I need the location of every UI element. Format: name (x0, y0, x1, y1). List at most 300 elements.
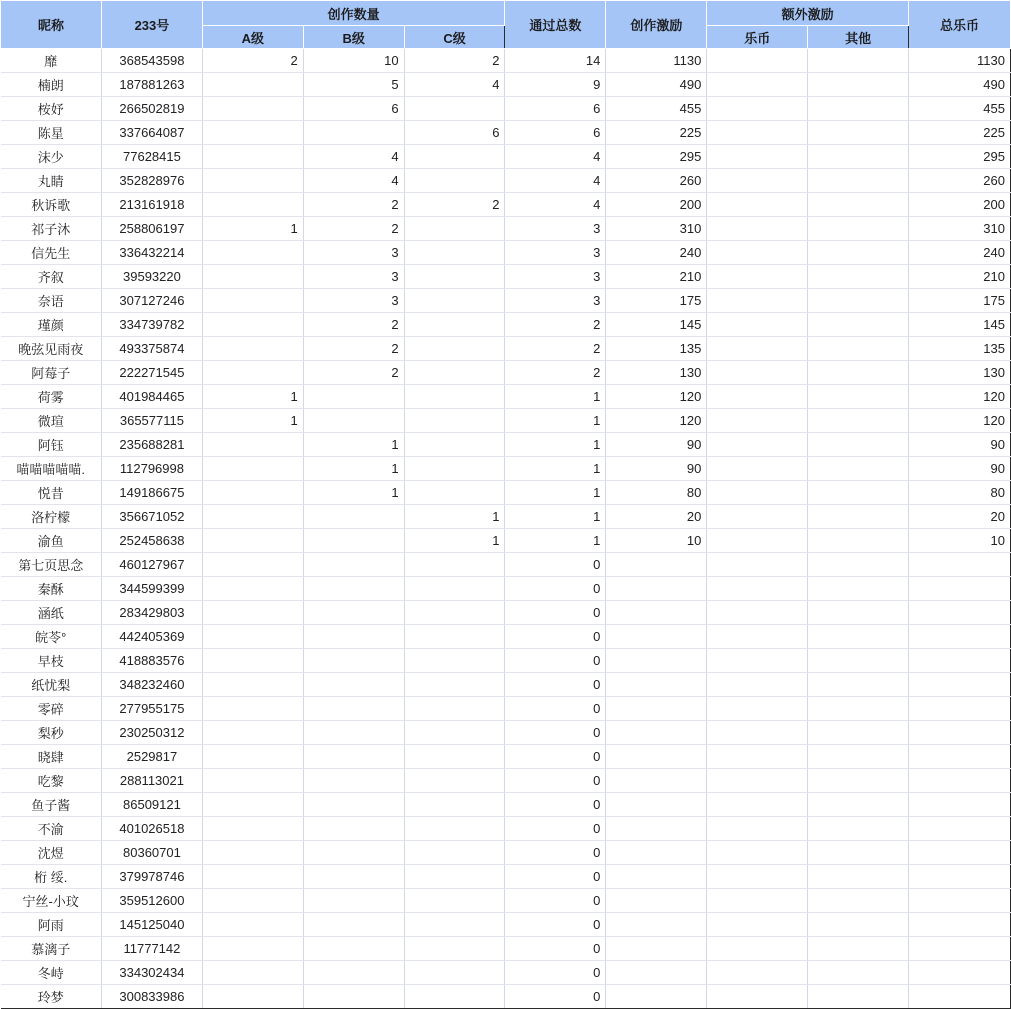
cell-nickname[interactable]: 齐叙 (1, 265, 102, 289)
cell-other[interactable] (808, 433, 909, 457)
cell-lebi[interactable] (707, 985, 808, 1009)
cell-nickname[interactable]: 秦酥 (1, 577, 102, 601)
cell-total-passed[interactable]: 1 (505, 481, 606, 505)
cell-total-passed[interactable]: 0 (505, 553, 606, 577)
cell-grade-a[interactable] (202, 361, 303, 385)
cell-nickname[interactable]: 零碎 (1, 697, 102, 721)
cell-other[interactable] (808, 193, 909, 217)
cell-grade-b[interactable] (303, 793, 404, 817)
cell-lebi[interactable] (707, 841, 808, 865)
cell-grade-a[interactable] (202, 265, 303, 289)
cell-grade-b[interactable] (303, 121, 404, 145)
cell-other[interactable] (808, 73, 909, 97)
cell-lebi[interactable] (707, 73, 808, 97)
cell-other[interactable] (808, 769, 909, 793)
cell-uid[interactable]: 334302434 (101, 961, 202, 985)
cell-creation-reward[interactable]: 120 (606, 409, 707, 433)
cell-grade-c[interactable] (404, 625, 505, 649)
cell-total-passed[interactable]: 14 (505, 49, 606, 73)
cell-grade-a[interactable] (202, 865, 303, 889)
cell-creation-reward[interactable] (606, 937, 707, 961)
cell-total-lebi[interactable] (909, 745, 1011, 769)
cell-creation-reward[interactable]: 490 (606, 73, 707, 97)
cell-total-passed[interactable]: 0 (505, 889, 606, 913)
cell-lebi[interactable] (707, 577, 808, 601)
cell-grade-c[interactable] (404, 673, 505, 697)
cell-other[interactable] (808, 793, 909, 817)
cell-total-passed[interactable]: 3 (505, 217, 606, 241)
cell-grade-b[interactable] (303, 769, 404, 793)
cell-total-lebi[interactable] (909, 961, 1011, 985)
cell-total-lebi[interactable] (909, 577, 1011, 601)
cell-uid[interactable]: 230250312 (101, 721, 202, 745)
cell-total-passed[interactable]: 1 (505, 409, 606, 433)
cell-nickname[interactable]: 沫少 (1, 145, 102, 169)
cell-total-passed[interactable]: 2 (505, 361, 606, 385)
cell-nickname[interactable]: 喵喵喵喵喵. (1, 457, 102, 481)
cell-creation-reward[interactable] (606, 553, 707, 577)
cell-other[interactable] (808, 745, 909, 769)
cell-uid[interactable]: 11777142 (101, 937, 202, 961)
cell-grade-b[interactable] (303, 937, 404, 961)
cell-other[interactable] (808, 985, 909, 1009)
cell-other[interactable] (808, 529, 909, 553)
cell-nickname[interactable]: 慕漓子 (1, 937, 102, 961)
cell-grade-b[interactable] (303, 985, 404, 1009)
cell-nickname[interactable]: 冬峙 (1, 961, 102, 985)
cell-grade-c[interactable] (404, 937, 505, 961)
cell-lebi[interactable] (707, 97, 808, 121)
cell-other[interactable] (808, 361, 909, 385)
cell-creation-reward[interactable]: 20 (606, 505, 707, 529)
cell-grade-b[interactable] (303, 697, 404, 721)
cell-total-lebi[interactable] (909, 553, 1011, 577)
cell-creation-reward[interactable]: 130 (606, 361, 707, 385)
cell-grade-c[interactable]: 6 (404, 121, 505, 145)
cell-grade-a[interactable] (202, 769, 303, 793)
cell-grade-b[interactable]: 3 (303, 289, 404, 313)
cell-creation-reward[interactable] (606, 649, 707, 673)
cell-total-passed[interactable]: 0 (505, 913, 606, 937)
cell-nickname[interactable]: 楠朗 (1, 73, 102, 97)
cell-total-passed[interactable]: 2 (505, 313, 606, 337)
cell-other[interactable] (808, 481, 909, 505)
cell-creation-reward[interactable]: 240 (606, 241, 707, 265)
cell-lebi[interactable] (707, 217, 808, 241)
cell-grade-c[interactable] (404, 697, 505, 721)
cell-uid[interactable]: 401026518 (101, 817, 202, 841)
cell-grade-b[interactable]: 2 (303, 217, 404, 241)
cell-grade-b[interactable]: 3 (303, 241, 404, 265)
cell-other[interactable] (808, 961, 909, 985)
cell-grade-c[interactable] (404, 769, 505, 793)
cell-total-lebi[interactable]: 455 (909, 97, 1011, 121)
cell-creation-reward[interactable]: 200 (606, 193, 707, 217)
cell-total-lebi[interactable]: 10 (909, 529, 1011, 553)
cell-grade-a[interactable] (202, 169, 303, 193)
cell-total-passed[interactable]: 2 (505, 337, 606, 361)
cell-total-passed[interactable]: 0 (505, 793, 606, 817)
cell-creation-reward[interactable]: 260 (606, 169, 707, 193)
cell-grade-a[interactable] (202, 73, 303, 97)
cell-grade-a[interactable] (202, 817, 303, 841)
cell-nickname[interactable]: 奈语 (1, 289, 102, 313)
cell-other[interactable] (808, 241, 909, 265)
cell-total-passed[interactable]: 1 (505, 505, 606, 529)
cell-other[interactable] (808, 625, 909, 649)
cell-lebi[interactable] (707, 673, 808, 697)
cell-uid[interactable]: 307127246 (101, 289, 202, 313)
cell-grade-a[interactable] (202, 457, 303, 481)
cell-uid[interactable]: 77628415 (101, 145, 202, 169)
cell-total-lebi[interactable] (909, 865, 1011, 889)
cell-grade-c[interactable] (404, 289, 505, 313)
cell-total-lebi[interactable]: 310 (909, 217, 1011, 241)
cell-total-lebi[interactable] (909, 985, 1011, 1009)
cell-total-passed[interactable]: 0 (505, 697, 606, 721)
cell-grade-a[interactable] (202, 121, 303, 145)
cell-total-lebi[interactable] (909, 841, 1011, 865)
cell-uid[interactable]: 39593220 (101, 265, 202, 289)
cell-grade-c[interactable] (404, 97, 505, 121)
cell-lebi[interactable] (707, 337, 808, 361)
cell-other[interactable] (808, 337, 909, 361)
cell-total-lebi[interactable] (909, 769, 1011, 793)
cell-lebi[interactable] (707, 697, 808, 721)
cell-grade-c[interactable] (404, 385, 505, 409)
cell-other[interactable] (808, 817, 909, 841)
cell-other[interactable] (808, 265, 909, 289)
cell-total-passed[interactable]: 0 (505, 673, 606, 697)
cell-total-lebi[interactable]: 1130 (909, 49, 1011, 73)
cell-uid[interactable]: 337664087 (101, 121, 202, 145)
cell-nickname[interactable]: 微瑄 (1, 409, 102, 433)
cell-grade-c[interactable] (404, 577, 505, 601)
cell-grade-a[interactable] (202, 481, 303, 505)
cell-uid[interactable]: 356671052 (101, 505, 202, 529)
cell-nickname[interactable]: 晓肆 (1, 745, 102, 769)
cell-creation-reward[interactable] (606, 769, 707, 793)
cell-grade-c[interactable] (404, 433, 505, 457)
cell-other[interactable] (808, 385, 909, 409)
cell-total-lebi[interactable] (909, 817, 1011, 841)
cell-uid[interactable]: 336432214 (101, 241, 202, 265)
cell-grade-c[interactable] (404, 553, 505, 577)
cell-grade-b[interactable] (303, 505, 404, 529)
cell-uid[interactable]: 235688281 (101, 433, 202, 457)
cell-nickname[interactable]: 荷雾 (1, 385, 102, 409)
cell-grade-c[interactable] (404, 241, 505, 265)
header-creation-reward[interactable]: 创作激励 (606, 1, 707, 49)
cell-other[interactable] (808, 697, 909, 721)
cell-grade-a[interactable] (202, 337, 303, 361)
cell-other[interactable] (808, 841, 909, 865)
cell-grade-c[interactable] (404, 889, 505, 913)
cell-grade-c[interactable] (404, 793, 505, 817)
cell-total-lebi[interactable]: 80 (909, 481, 1011, 505)
cell-total-lebi[interactable]: 210 (909, 265, 1011, 289)
cell-total-lebi[interactable] (909, 913, 1011, 937)
cell-grade-b[interactable] (303, 409, 404, 433)
cell-other[interactable] (808, 553, 909, 577)
cell-total-lebi[interactable] (909, 601, 1011, 625)
cell-grade-b[interactable] (303, 913, 404, 937)
cell-total-passed[interactable]: 3 (505, 289, 606, 313)
cell-grade-c[interactable] (404, 145, 505, 169)
header-total-passed[interactable]: 通过总数 (505, 1, 606, 49)
cell-grade-a[interactable] (202, 625, 303, 649)
cell-lebi[interactable] (707, 937, 808, 961)
cell-lebi[interactable] (707, 433, 808, 457)
cell-creation-reward[interactable]: 295 (606, 145, 707, 169)
cell-uid[interactable]: 334739782 (101, 313, 202, 337)
cell-creation-reward[interactable]: 1130 (606, 49, 707, 73)
cell-creation-reward[interactable] (606, 745, 707, 769)
cell-total-passed[interactable]: 0 (505, 985, 606, 1009)
cell-total-lebi[interactable] (909, 649, 1011, 673)
cell-grade-a[interactable] (202, 529, 303, 553)
cell-uid[interactable]: 352828976 (101, 169, 202, 193)
cell-lebi[interactable] (707, 289, 808, 313)
cell-uid[interactable]: 80360701 (101, 841, 202, 865)
cell-grade-b[interactable]: 6 (303, 97, 404, 121)
cell-grade-a[interactable] (202, 649, 303, 673)
cell-creation-reward[interactable]: 10 (606, 529, 707, 553)
cell-creation-reward[interactable] (606, 841, 707, 865)
cell-grade-c[interactable] (404, 721, 505, 745)
cell-other[interactable] (808, 505, 909, 529)
cell-nickname[interactable]: 晚弦见雨夜 (1, 337, 102, 361)
cell-lebi[interactable] (707, 481, 808, 505)
cell-total-lebi[interactable]: 90 (909, 457, 1011, 481)
cell-total-passed[interactable]: 0 (505, 937, 606, 961)
cell-other[interactable] (808, 121, 909, 145)
header-lebi[interactable]: 乐币 (707, 26, 808, 49)
cell-grade-a[interactable] (202, 289, 303, 313)
cell-total-passed[interactable]: 9 (505, 73, 606, 97)
cell-grade-a[interactable] (202, 553, 303, 577)
cell-total-lebi[interactable]: 240 (909, 241, 1011, 265)
cell-grade-a[interactable] (202, 697, 303, 721)
cell-nickname[interactable]: 吃黎 (1, 769, 102, 793)
cell-grade-a[interactable] (202, 793, 303, 817)
header-creation-count[interactable]: 创作数量 (202, 1, 505, 26)
cell-grade-b[interactable] (303, 745, 404, 769)
cell-grade-a[interactable]: 1 (202, 217, 303, 241)
cell-grade-b[interactable] (303, 961, 404, 985)
cell-total-lebi[interactable]: 260 (909, 169, 1011, 193)
cell-lebi[interactable] (707, 601, 808, 625)
cell-grade-c[interactable] (404, 841, 505, 865)
cell-other[interactable] (808, 145, 909, 169)
cell-total-passed[interactable]: 4 (505, 193, 606, 217)
cell-total-lebi[interactable]: 175 (909, 289, 1011, 313)
cell-other[interactable] (808, 889, 909, 913)
cell-creation-reward[interactable]: 310 (606, 217, 707, 241)
cell-creation-reward[interactable] (606, 985, 707, 1009)
cell-uid[interactable]: 86509121 (101, 793, 202, 817)
cell-grade-a[interactable] (202, 673, 303, 697)
cell-grade-a[interactable] (202, 961, 303, 985)
cell-nickname[interactable]: 靡 (1, 49, 102, 73)
cell-grade-b[interactable] (303, 625, 404, 649)
cell-uid[interactable]: 359512600 (101, 889, 202, 913)
cell-grade-c[interactable] (404, 265, 505, 289)
cell-total-passed[interactable]: 0 (505, 841, 606, 865)
cell-grade-c[interactable]: 1 (404, 505, 505, 529)
cell-total-lebi[interactable]: 120 (909, 409, 1011, 433)
cell-grade-c[interactable]: 1 (404, 529, 505, 553)
cell-nickname[interactable]: 纸忧梨 (1, 673, 102, 697)
cell-total-lebi[interactable]: 135 (909, 337, 1011, 361)
cell-other[interactable] (808, 289, 909, 313)
cell-grade-b[interactable] (303, 721, 404, 745)
header-extra-reward[interactable]: 额外激励 (707, 1, 909, 26)
cell-grade-a[interactable] (202, 433, 303, 457)
cell-grade-b[interactable] (303, 673, 404, 697)
cell-lebi[interactable] (707, 649, 808, 673)
cell-total-passed[interactable]: 6 (505, 121, 606, 145)
cell-uid[interactable]: 277955175 (101, 697, 202, 721)
cell-total-passed[interactable]: 1 (505, 433, 606, 457)
cell-nickname[interactable]: 梨秒 (1, 721, 102, 745)
cell-grade-b[interactable]: 2 (303, 193, 404, 217)
cell-grade-a[interactable]: 1 (202, 385, 303, 409)
cell-uid[interactable]: 493375874 (101, 337, 202, 361)
cell-grade-c[interactable] (404, 745, 505, 769)
cell-total-lebi[interactable] (909, 625, 1011, 649)
cell-total-passed[interactable]: 0 (505, 769, 606, 793)
cell-other[interactable] (808, 313, 909, 337)
cell-grade-a[interactable] (202, 889, 303, 913)
cell-grade-c[interactable] (404, 865, 505, 889)
cell-nickname[interactable]: 宁丝-小玟 (1, 889, 102, 913)
cell-other[interactable] (808, 913, 909, 937)
cell-creation-reward[interactable]: 225 (606, 121, 707, 145)
cell-lebi[interactable] (707, 121, 808, 145)
cell-total-lebi[interactable]: 145 (909, 313, 1011, 337)
cell-grade-c[interactable] (404, 649, 505, 673)
cell-creation-reward[interactable]: 135 (606, 337, 707, 361)
cell-creation-reward[interactable] (606, 673, 707, 697)
cell-creation-reward[interactable] (606, 697, 707, 721)
cell-creation-reward[interactable] (606, 889, 707, 913)
cell-nickname[interactable]: 陈星 (1, 121, 102, 145)
cell-grade-a[interactable] (202, 97, 303, 121)
cell-lebi[interactable] (707, 793, 808, 817)
cell-total-passed[interactable]: 0 (505, 745, 606, 769)
cell-nickname[interactable]: 早枝 (1, 649, 102, 673)
cell-creation-reward[interactable] (606, 793, 707, 817)
cell-grade-a[interactable] (202, 193, 303, 217)
cell-total-lebi[interactable]: 20 (909, 505, 1011, 529)
cell-nickname[interactable]: 皖苓° (1, 625, 102, 649)
cell-total-passed[interactable]: 1 (505, 457, 606, 481)
cell-creation-reward[interactable]: 210 (606, 265, 707, 289)
cell-total-lebi[interactable]: 120 (909, 385, 1011, 409)
cell-nickname[interactable]: 祁子沐 (1, 217, 102, 241)
cell-grade-a[interactable] (202, 313, 303, 337)
cell-uid[interactable]: 2529817 (101, 745, 202, 769)
cell-nickname[interactable]: 涵纸 (1, 601, 102, 625)
cell-nickname[interactable]: 桉妤 (1, 97, 102, 121)
cell-uid[interactable]: 213161918 (101, 193, 202, 217)
cell-nickname[interactable]: 桁 绥. (1, 865, 102, 889)
cell-uid[interactable]: 149186675 (101, 481, 202, 505)
cell-uid[interactable]: 460127967 (101, 553, 202, 577)
cell-nickname[interactable]: 阿莓子 (1, 361, 102, 385)
cell-lebi[interactable] (707, 313, 808, 337)
cell-uid[interactable]: 187881263 (101, 73, 202, 97)
cell-uid[interactable]: 368543598 (101, 49, 202, 73)
cell-grade-a[interactable] (202, 937, 303, 961)
cell-nickname[interactable]: 渝鱼 (1, 529, 102, 553)
cell-lebi[interactable] (707, 961, 808, 985)
cell-grade-c[interactable] (404, 361, 505, 385)
cell-grade-c[interactable] (404, 409, 505, 433)
cell-grade-a[interactable] (202, 745, 303, 769)
cell-lebi[interactable] (707, 241, 808, 265)
cell-total-lebi[interactable]: 130 (909, 361, 1011, 385)
cell-grade-b[interactable]: 2 (303, 313, 404, 337)
header-grade-c[interactable]: C级 (404, 26, 505, 49)
cell-lebi[interactable] (707, 553, 808, 577)
cell-total-passed[interactable]: 0 (505, 577, 606, 601)
cell-lebi[interactable] (707, 865, 808, 889)
cell-lebi[interactable] (707, 721, 808, 745)
cell-total-lebi[interactable] (909, 721, 1011, 745)
cell-grade-b[interactable] (303, 865, 404, 889)
cell-grade-b[interactable]: 5 (303, 73, 404, 97)
cell-grade-b[interactable] (303, 841, 404, 865)
cell-uid[interactable]: 145125040 (101, 913, 202, 937)
cell-nickname[interactable]: 洛柠檬 (1, 505, 102, 529)
cell-total-passed[interactable]: 1 (505, 529, 606, 553)
cell-other[interactable] (808, 649, 909, 673)
cell-lebi[interactable] (707, 505, 808, 529)
cell-grade-b[interactable]: 2 (303, 337, 404, 361)
cell-grade-a[interactable]: 1 (202, 409, 303, 433)
cell-total-passed[interactable]: 0 (505, 649, 606, 673)
cell-grade-b[interactable]: 1 (303, 457, 404, 481)
cell-creation-reward[interactable]: 455 (606, 97, 707, 121)
cell-grade-a[interactable] (202, 241, 303, 265)
cell-creation-reward[interactable] (606, 961, 707, 985)
cell-total-passed[interactable]: 6 (505, 97, 606, 121)
cell-uid[interactable]: 288113021 (101, 769, 202, 793)
cell-grade-a[interactable] (202, 841, 303, 865)
cell-total-lebi[interactable]: 490 (909, 73, 1011, 97)
cell-nickname[interactable]: 沈煜 (1, 841, 102, 865)
cell-grade-a[interactable] (202, 505, 303, 529)
cell-creation-reward[interactable]: 80 (606, 481, 707, 505)
cell-grade-c[interactable] (404, 913, 505, 937)
cell-uid[interactable]: 379978746 (101, 865, 202, 889)
cell-grade-c[interactable] (404, 217, 505, 241)
cell-lebi[interactable] (707, 889, 808, 913)
cell-other[interactable] (808, 673, 909, 697)
cell-total-passed[interactable]: 3 (505, 265, 606, 289)
cell-other[interactable] (808, 169, 909, 193)
cell-nickname[interactable]: 悦昔 (1, 481, 102, 505)
cell-grade-a[interactable] (202, 601, 303, 625)
cell-grade-c[interactable] (404, 337, 505, 361)
cell-grade-b[interactable]: 10 (303, 49, 404, 73)
cell-nickname[interactable]: 秋诉歌 (1, 193, 102, 217)
cell-grade-c[interactable]: 2 (404, 49, 505, 73)
cell-other[interactable] (808, 865, 909, 889)
cell-creation-reward[interactable]: 90 (606, 433, 707, 457)
